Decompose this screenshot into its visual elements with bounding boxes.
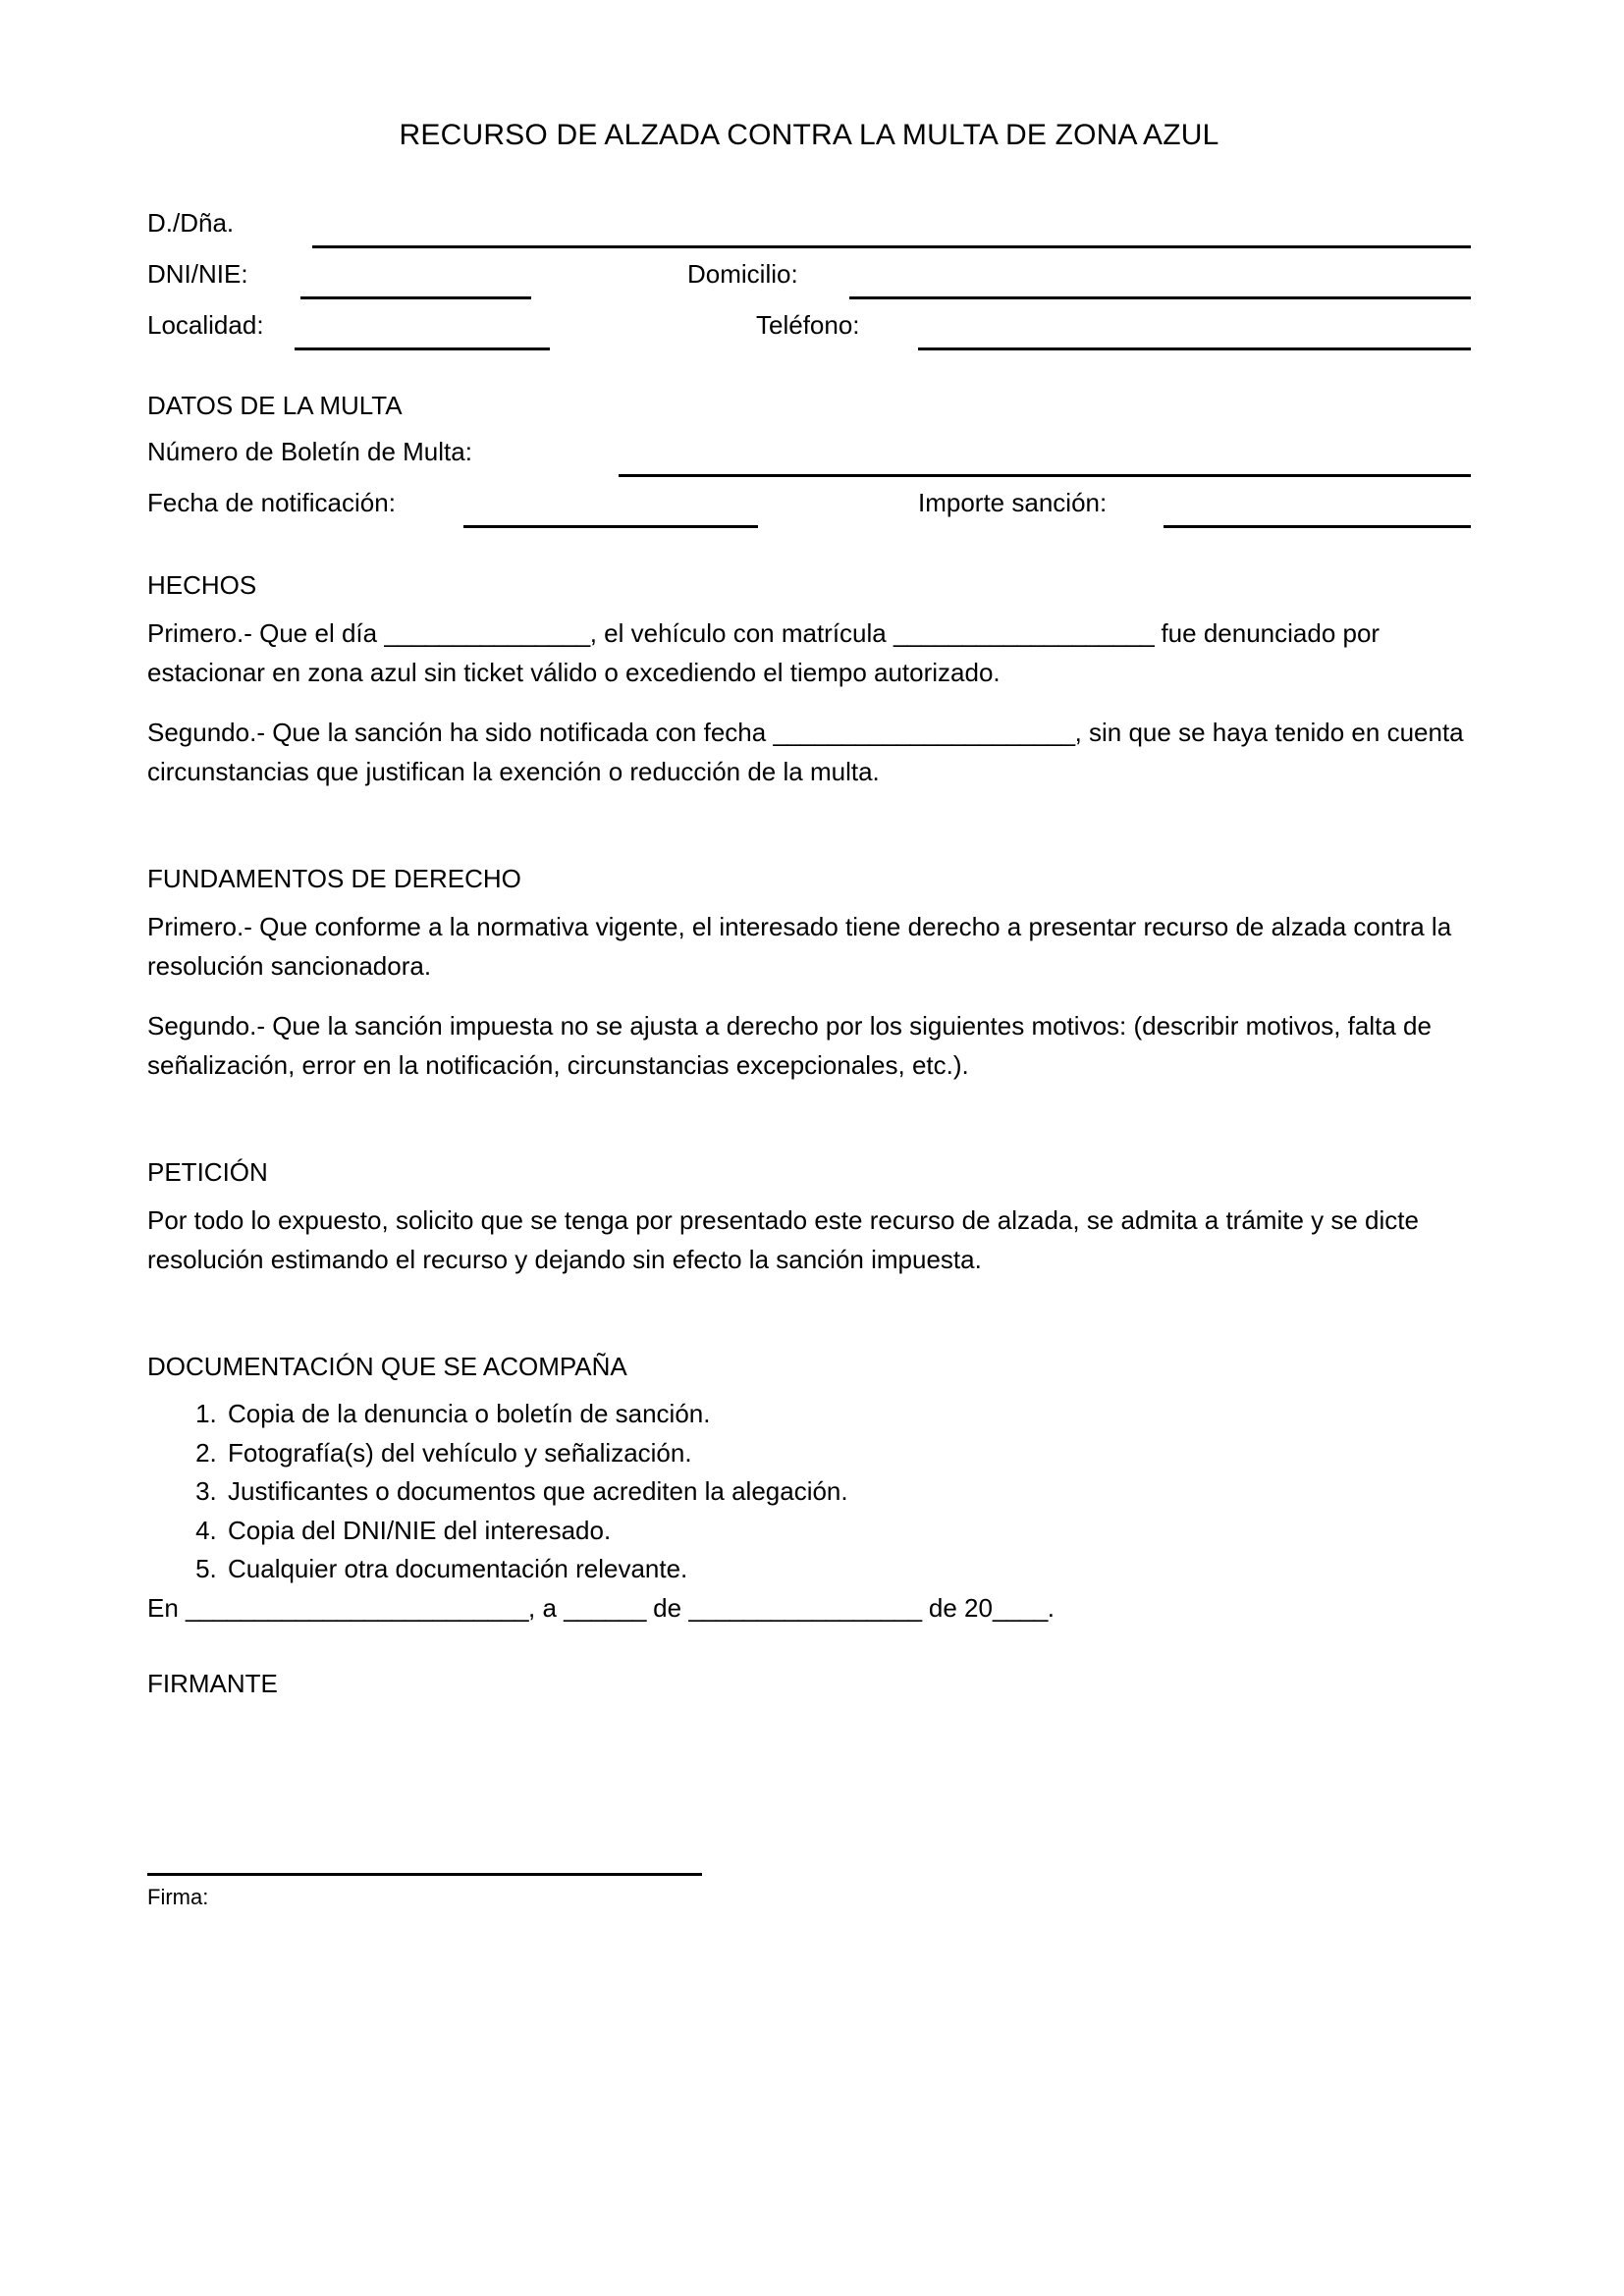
input-dia[interactable]: ______ — [564, 1592, 646, 1623]
paragraph-hechos-primero — [147, 614, 1471, 692]
list-item: 2. Fotografía(s) del vehículo y señalización. — [224, 1434, 1471, 1473]
list-item: 5. Cualquier otra documentación relevante. — [224, 1550, 1471, 1589]
input-anio[interactable]: ____ — [992, 1592, 1048, 1623]
attachments-list — [147, 1395, 1471, 1589]
heading-datos-multa: DATOS DE LA MULTA — [147, 391, 403, 420]
place-date-mid2: de — [645, 1592, 689, 1623]
label-firma: Firma: — [147, 1885, 209, 1910]
input-lugar[interactable]: _________________________ — [186, 1592, 529, 1623]
field-row-city-phone — [147, 308, 1471, 359]
paragraph-fundamentos-primero: Primero.- Que conforme a la normativa vigente, el interesado tiene derecho a presentar recurso de alzada contra la resolución sancionadora. — [147, 912, 1452, 981]
hechos-segundo-text-b: , sin que se haya tenido en cuenta circunstancias que justifican la exención o reducción de la multa. — [147, 718, 1464, 786]
field-row-name — [147, 206, 1471, 257]
list-item: 4. Copia del DNI/NIE del interesado. — [224, 1512, 1471, 1551]
place-date-prefix: En — [147, 1592, 187, 1623]
heading-hechos: HECHOS — [147, 570, 257, 600]
hechos-segundo-text-a: Segundo.- Que la sanción ha sido notificada con fecha — [147, 718, 774, 748]
label-fecha-notificacion: Fecha de notificación: — [147, 488, 396, 517]
input-telefono[interactable] — [918, 347, 1471, 350]
place-date-mid1: , a — [528, 1592, 565, 1623]
paragraph-fundamentos-segundo: Segundo.- Que la sanción impuesta no se ajusta a derecho por los siguientes motivos: (describir motivos, falta de señalización, error en la notificación, circunstancias excepcionales, etc.). — [147, 1011, 1432, 1080]
label-localidad: Localidad: — [147, 310, 264, 340]
label-dni: DNI/NIE: — [147, 259, 248, 289]
paragraph-hechos-segundo — [147, 714, 1471, 791]
list-item: 1. Copia de la denuncia o boletín de sanción. — [224, 1395, 1471, 1434]
field-row-bulletin — [147, 435, 1471, 486]
paragraph-peticion: Por todo lo expuesto, solicito que se tenga por presentado este recurso de alzada, se admita a trámite y se dicte resolución estimando el recurso y dejando sin efecto la sanción impuesta. — [147, 1205, 1419, 1274]
input-fecha-notificacion[interactable] — [463, 525, 758, 528]
label-importe-sancion: Importe sanción: — [918, 488, 1108, 517]
heading-firmante: FIRMANTE — [147, 1669, 278, 1699]
hechos-primero-text-b: , el vehículo con matrícula — [589, 618, 893, 648]
input-mes[interactable]: _________________ — [688, 1592, 922, 1623]
place-date-suffix: . — [1047, 1592, 1056, 1623]
page-title: RECURSO DE ALZADA CONTRA LA MULTA DE ZONA AZUL — [399, 119, 1219, 151]
input-numero-boletin[interactable] — [619, 474, 1471, 477]
hechos-primero-text-c: fue denunciado por estacionar en zona azul sin ticket válido o excediendo el tiempo autorizado. — [147, 618, 1380, 687]
label-telefono: Teléfono: — [756, 310, 860, 340]
input-domicilio[interactable] — [849, 296, 1471, 299]
field-row-date-amount — [147, 486, 1471, 537]
document-body — [147, 0, 1471, 1908]
input-matricula[interactable]: ___________________ — [893, 618, 1155, 648]
input-fecha-notificacion-hechos[interactable]: ______________________ — [773, 718, 1075, 748]
heading-fundamentos-derecho: FUNDAMENTOS DE DERECHO — [147, 864, 521, 894]
input-localidad[interactable] — [295, 347, 550, 350]
field-row-dni-address — [147, 257, 1471, 308]
label-domicilio: Domicilio: — [687, 259, 798, 289]
input-importe-sancion[interactable] — [1164, 525, 1471, 528]
input-dni[interactable] — [300, 296, 531, 299]
list-item: 3. Justificantes o documentos que acrediten la alegación. — [224, 1472, 1471, 1512]
heading-peticion: PETICIÓN — [147, 1157, 268, 1188]
input-fecha-dia[interactable]: _______________ — [384, 618, 590, 648]
heading-documentacion: DOCUMENTACIÓN QUE SE ACOMPAÑA — [147, 1352, 627, 1382]
label-nombre: D./Dña. — [147, 208, 235, 238]
place-date-mid3: de 20 — [921, 1592, 993, 1623]
place-date-line — [147, 1589, 1471, 1629]
input-nombre[interactable] — [312, 245, 1471, 248]
label-numero-boletin: Número de Boletín de Multa: — [147, 437, 472, 466]
hechos-primero-text-a: Primero.- Que el día — [147, 618, 385, 648]
